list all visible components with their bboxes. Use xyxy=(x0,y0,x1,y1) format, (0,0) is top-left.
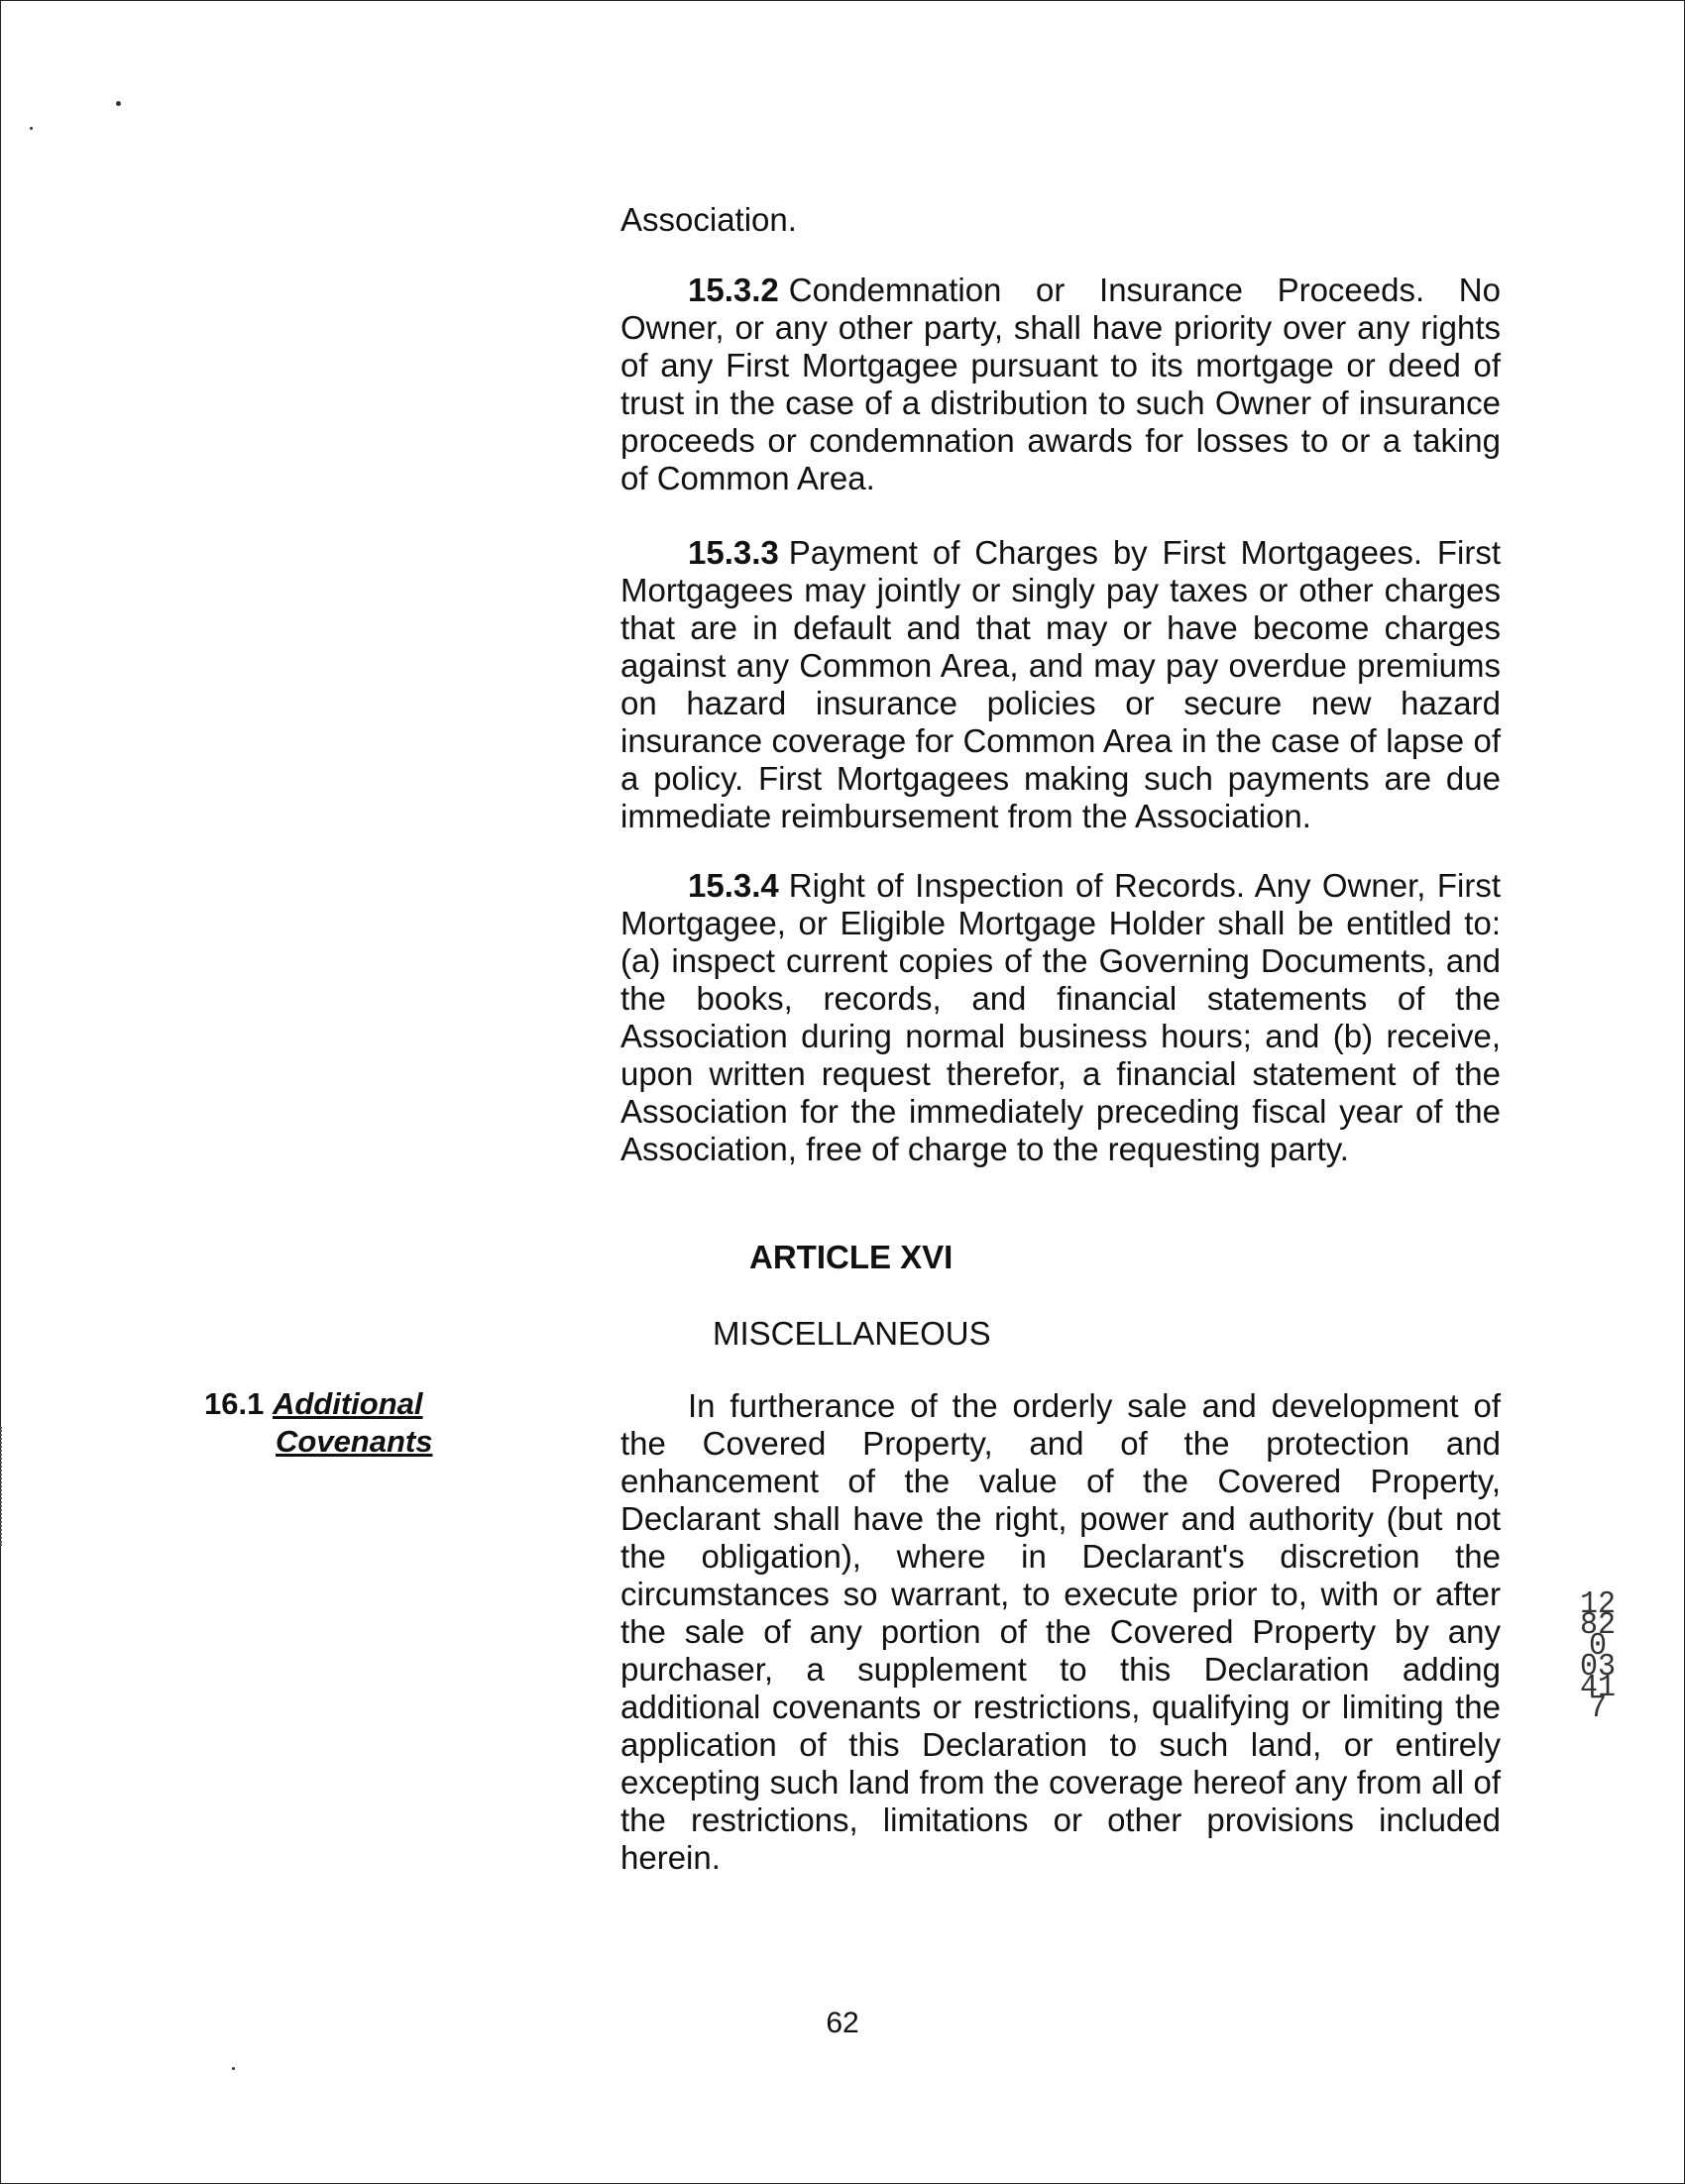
association-fragment xyxy=(620,201,1501,239)
section-15-3-3 xyxy=(620,534,1501,835)
scan-speck xyxy=(232,2067,235,2070)
section-15-3-2 xyxy=(620,272,1501,497)
side-heading-16-1 xyxy=(204,1385,452,1461)
side-heading-line1: Additional xyxy=(272,1386,423,1421)
section-number: 15.3.2 xyxy=(688,272,779,308)
scan-speck xyxy=(30,127,33,130)
side-heading-number: 16.1 xyxy=(204,1386,265,1421)
page-number: 62 xyxy=(826,2007,859,2039)
section-16-1 xyxy=(620,1387,1501,1877)
association-text: Association. xyxy=(620,201,797,238)
scan-speck xyxy=(116,101,121,106)
section-text: Payment of Charges by First Mortgagees. First Mortgagees may jointly or singly pay taxes or other charges that are in default and that may or have become charges against any Common Area, and may pay overdue premiums on hazard insurance policies or secure new hazard insurance coverage for Common Area in the case of lapse of a policy. First Mortgagees making such payments are due immediate reimbursement from the Association. xyxy=(620,534,1501,834)
scan-edge-mark xyxy=(0,1427,4,1546)
section-number: 15.3.4 xyxy=(688,867,779,904)
section-text: Right of Inspection of Records. Any Owner, First Mortgagee, or Eligible Mortgage Holder shall be entitled to: (a) inspect current copies of the Governing Documents, and the books, records, and financial statements of the Association during normal business hours; and (b) receive, upon written request therefor, a financial statement of the Association for the immediately preceding fiscal year of the Association, free of charge to the requesting party. xyxy=(620,867,1501,1167)
section-15-3-4 xyxy=(620,867,1501,1168)
section-text: In furtherance of the orderly sale and development of the Covered Property, and of the protection and enhancement of the value of the Covered Property, Declarant shall have the right, power and authority (but not the obligation), where in Declarant's discretion the circumstances so warrant, to execute prior to, with or after the sale of any portion of the Covered Property by any purchaser, a supplement to this Declaration adding additional covenants or restrictions, qualifying or limiting the application of this Declaration to such land, or entirely excepting such land from the coverage hereof any from all of the restrictions, limitations or other provisions included herein. xyxy=(620,1387,1501,1876)
article-subtitle: MISCELLANEOUS xyxy=(713,1315,991,1352)
article-title: ARTICLE XVI xyxy=(749,1239,954,1275)
section-text: Condemnation or Insurance Proceeds. No Owner, or any other party, shall have priority over any rights of any First Mortgagee pursuant to its mortgage or deed of trust in the case of a distribution to such Owner of insurance proceeds or condemnation awards for losses to or a taking of Common Area. xyxy=(620,272,1501,496)
side-heading-line2: Covenants xyxy=(276,1424,433,1459)
section-number: 15.3.3 xyxy=(688,534,779,571)
recording-stamp: 12820 03417 xyxy=(1580,1586,1617,1727)
